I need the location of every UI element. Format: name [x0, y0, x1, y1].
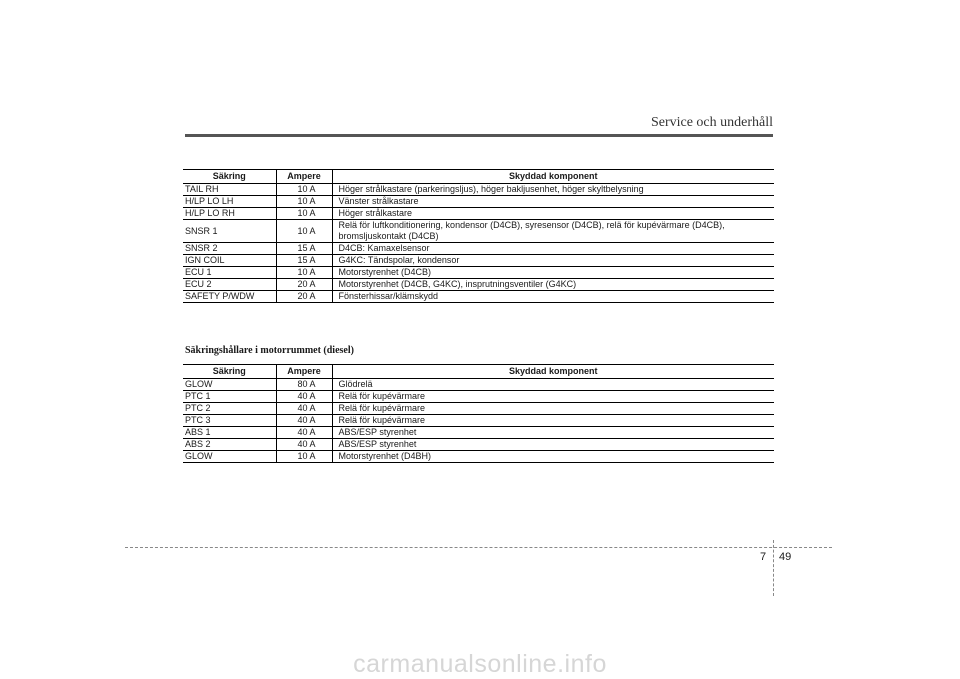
fuse-cell: H/LP LO LH [183, 196, 276, 208]
table-row [183, 415, 774, 427]
fuse-cell: GLOW [183, 451, 276, 463]
table-row [183, 403, 774, 415]
ampere-cell: 40 A [276, 415, 332, 427]
fuse-cell: SAFETY P/WDW [183, 291, 276, 303]
table-row [183, 439, 774, 451]
table-row [183, 255, 774, 267]
fuse-cell: SNSR 2 [183, 243, 276, 255]
table-row [183, 427, 774, 439]
fuse-cell: H/LP LO RH [183, 208, 276, 220]
table-row [183, 451, 774, 463]
column-header-fuse: Säkring [183, 365, 276, 379]
table-row [183, 379, 774, 391]
fuse-cell: ABS 1 [183, 427, 276, 439]
ampere-cell: 20 A [276, 291, 332, 303]
component-cell: Höger strålkastare (parkeringsljus), höger bakljusenhet, höger skyltbelysning [332, 184, 774, 196]
ampere-cell: 10 A [276, 220, 332, 243]
ampere-cell: 10 A [276, 267, 332, 279]
component-cell: Höger strålkastare [332, 208, 774, 220]
component-cell: D4CB: Kamaxelsensor [332, 243, 774, 255]
watermark: carmanualsonline.info [353, 650, 607, 678]
fuse-table-2 [183, 364, 774, 463]
fuse-cell: ECU 1 [183, 267, 276, 279]
ampere-cell: 10 A [276, 196, 332, 208]
table-row [183, 267, 774, 279]
component-cell: Motorstyrenhet (D4BH) [332, 451, 774, 463]
table-row [183, 208, 774, 220]
fuse-cell: ABS 2 [183, 439, 276, 451]
table-header-row [183, 170, 774, 184]
page-number-divider [773, 540, 774, 596]
component-cell: Motorstyrenhet (D4CB, G4KC), insprutningsventiler (G4KC) [332, 279, 774, 291]
fuse-cell: PTC 2 [183, 403, 276, 415]
fuse-cell: TAIL RH [183, 184, 276, 196]
component-cell: G4KC: Tändspolar, kondensor [332, 255, 774, 267]
footer-dashed-rule [125, 547, 832, 548]
ampere-cell: 80 A [276, 379, 332, 391]
table-row [183, 279, 774, 291]
ampere-cell: 15 A [276, 255, 332, 267]
table-row [183, 220, 774, 243]
ampere-cell: 10 A [276, 451, 332, 463]
ampere-cell: 15 A [276, 243, 332, 255]
chapter-number: 7 [760, 551, 767, 563]
component-cell: Motorstyrenhet (D4CB) [332, 267, 774, 279]
ampere-cell: 10 A [276, 184, 332, 196]
column-header-component: Skyddad komponent [332, 365, 774, 379]
table-row [183, 243, 774, 255]
header-rule [185, 134, 773, 137]
fuse-cell: ECU 2 [183, 279, 276, 291]
component-cell: Relä för kupévärmare [332, 403, 774, 415]
section-title: Säkringshållare i motorrummet (diesel) [185, 345, 354, 356]
fuse-cell: PTC 3 [183, 415, 276, 427]
component-cell: Vänster strålkastare [332, 196, 774, 208]
ampere-cell: 40 A [276, 427, 332, 439]
component-cell: Relä för kupévärmare [332, 391, 774, 403]
column-header-fuse: Säkring [183, 170, 276, 184]
ampere-cell: 40 A [276, 391, 332, 403]
component-cell: Glödrelä [332, 379, 774, 391]
table-row [183, 391, 774, 403]
table-row [183, 291, 774, 303]
page-number: 49 [779, 551, 792, 563]
column-header-component: Skyddad komponent [332, 170, 774, 184]
ampere-cell: 40 A [276, 439, 332, 451]
table-header-row [183, 365, 774, 379]
page-header-title: Service och underhåll [650, 115, 773, 130]
component-cell: ABS/ESP styrenhet [332, 439, 774, 451]
ampere-cell: 20 A [276, 279, 332, 291]
ampere-cell: 40 A [276, 403, 332, 415]
component-cell: ABS/ESP styrenhet [332, 427, 774, 439]
component-line: bromsljuskontakt (D4CB) [338, 231, 439, 241]
fuse-cell: GLOW [183, 379, 276, 391]
fuse-table-1 [183, 169, 774, 303]
table-row [183, 196, 774, 208]
fuse-cell: IGN COIL [183, 255, 276, 267]
fuse-cell: SNSR 1 [183, 220, 276, 243]
component-cell: Relä för kupévärmare [332, 415, 774, 427]
column-header-ampere: Ampere [276, 170, 332, 184]
component-cell: Fönsterhissar/klämskydd [332, 291, 774, 303]
column-header-ampere: Ampere [276, 365, 332, 379]
ampere-cell: 10 A [276, 208, 332, 220]
component-line: Relä för luftkonditionering, kondensor (D4CB), syresensor (D4CB), relä för kupévärmare (D4CB), [338, 220, 725, 230]
table-row [183, 184, 774, 196]
fuse-cell: PTC 1 [183, 391, 276, 403]
component-cell [332, 220, 774, 243]
